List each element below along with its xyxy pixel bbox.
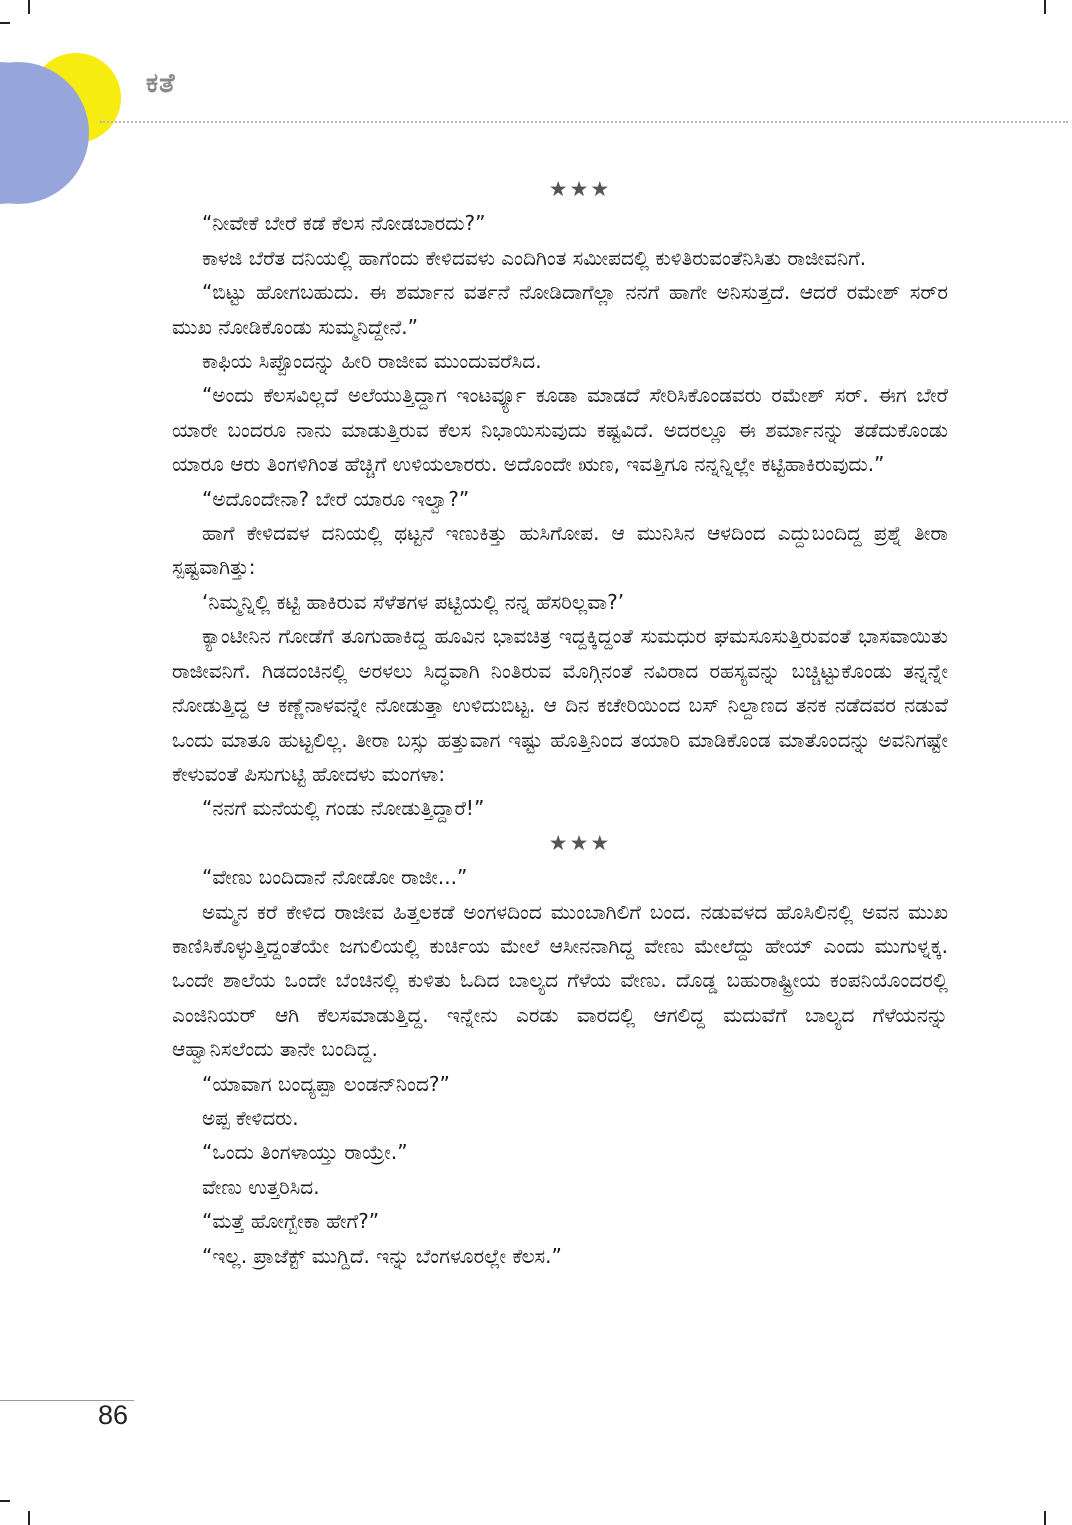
section-break-stars: ★★★ bbox=[548, 830, 612, 855]
story-paragraph: “ಅದೊಂದೇನಾ? ಬೇರೆ ಯಾರೂ ಇಲ್ವಾ?” bbox=[202, 486, 470, 511]
crop-mark bbox=[28, 1511, 30, 1525]
story-paragraph: ಅಮ್ಮನ ಕರೆ ಕೇಳಿದ ರಾಜೀವ ಹಿತ್ತಲಕಡೆ ಅಂಗಳದಿಂದ ಮುಂಬಾಗಿಲಿಗೆ ಬಂದ. ನಡುವಳದ ಹೊಸಿಲಿನಲ್ಲಿ ಅವನ ಮುಖ ಕಾಣಿಸಿಕೊಳ್ಳುತ್ತಿದ್ದಂತೆಯೇ ಜಗುಲಿಯಲ್ಲಿ ಕುರ್ಚಿಯ ಮೇಲೆ ಆಸೀನನಾಗಿದ್ದ ವೇಣು ಮೇಲೆದ್ದು ಹೇಯ್ ಎಂದು ಮುಗುಳ್ನಕ್ಕ. ಒಂದೇ ಶಾಲೆಯ ಒಂದೇ ಬೆಂಚಿನಲ್ಲಿ ಕುಳಿತು ಓದಿದ ಬಾಲ್ಯದ ಗೆಳೆಯ ವೇಣು. ದೊಡ್ಡ ಬಹುರಾಷ್ಟ್ರೀಯ ಕಂಪನಿಯೊಂದರಲ್ಲಿ ಎಂಜಿನಿಯರ್ ಆಗಿ ಕೆಲಸಮಾಡುತ್ತಿದ್ದ. ಇನ್ನೇನು ಎರಡು ವಾರದಲ್ಲಿ ಆಗಲಿದ್ದ ಮದುವೆಗೆ ಬಾಲ್ಯದ ಗೆಳೆಯನನ್ನು ಆಹ್ವಾನಿಸಲೆಂದು ತಾನೇ ಬಂದಿದ್ದ. bbox=[172, 899, 948, 1062]
story-paragraph: “ಒಂದು ತಿಂಗಳಾಯ್ತು ರಾಯ್ರೇ.” bbox=[202, 1140, 408, 1165]
header-dotted-rule bbox=[100, 121, 1068, 123]
section-break-stars: ★★★ bbox=[548, 177, 612, 201]
crop-mark bbox=[1044, 1511, 1046, 1525]
story-paragraph: “ಬಿಟ್ಟು ಹೋಗಬಹುದು. ಈ ಶರ್ಮಾನ ವರ್ತನೆ ನೋಡಿದಾಗೆಲ್ಲಾ ನನಗೆ ಹಾಗೇ ಅನಿಸುತ್ತದೆ. ಆದರೆ ರಮೇಶ್ ಸರ್‌ರ ಮುಖ ನೋಡಿಕೊಂಡು ಸುಮ್ಮನಿದ್ದೇನೆ.” bbox=[172, 280, 948, 339]
story-paragraph: ಅಪ್ಪ ಕೇಳಿದರು. bbox=[202, 1105, 299, 1130]
crop-mark bbox=[0, 1500, 10, 1502]
section-title: ಕತೆ bbox=[146, 68, 176, 99]
story-paragraph: “ಅಂದು ಕೆಲಸವಿಲ್ಲದೆ ಅಲೆಯುತ್ತಿದ್ದಾಗ ಇಂಟರ್ವ್ಯೂ ಕೂಡಾ ಮಾಡದೆ ಸೇರಿಸಿಕೊಂಡವರು ರಮೇಶ್ ಸರ್. ಈಗ ಬೇರೆ ಯಾರೇ ಬಂದರೂ ನಾನು ಮಾಡುತ್ತಿರುವ ಕೆಲಸ ನಿಭಾಯಿಸುವುದು ಕಷ್ಟವಿದೆ. ಅದರಲ್ಲೂ ಈ ಶರ್ಮಾನನ್ನು ತಡೆದುಕೊಂಡು ಯಾರೂ ಆರು ತಿಂಗಳಿಗಿಂತ ಹೆಚ್ಚಿಗೆ ಉಳಿಯಲಾರರು. ಅದೊಂದೇ ಋಣ, ಇವತ್ತಿಗೂ ನನ್ನನ್ನಿಲ್ಲೇ ಕಟ್ಟಿಹಾಕಿರುವುದು.” bbox=[172, 383, 948, 477]
story-paragraph: ವೇಣು ಉತ್ತರಿಸಿದ. bbox=[202, 1174, 320, 1199]
story-paragraph: ‘ನಿಮ್ಮನ್ನಿಲ್ಲಿ ಕಟ್ಟಿ ಹಾಕಿರುವ ಸೆಳೆತಗಳ ಪಟ್ಟಿಯಲ್ಲಿ ನನ್ನ ಹೆಸರಿಲ್ಲವಾ?’ bbox=[202, 589, 625, 614]
story-paragraph: “ಯಾವಾಗ ಬಂದ್ಯಪ್ಪಾ ಲಂಡನ್‌ನಿಂದ?” bbox=[202, 1071, 450, 1096]
story-paragraph: “ಮತ್ತೆ ಹೋಗ್ಬೇಕಾ ಹೇಗೆ?” bbox=[202, 1209, 380, 1234]
story-paragraph: “ನನಗೆ ಮನೆಯಲ್ಲಿ ಗಂಡು ನೋಡುತ್ತಿದ್ದಾರೆ!” bbox=[202, 796, 485, 821]
story-paragraph: “ನೀವೇಕೆ ಬೇರೆ ಕಡೆ ಕೆಲಸ ನೋಡಬಾರದು?” bbox=[202, 211, 486, 236]
story-paragraph: ಕಾಫಿಯ ಸಿಪ್ಪೊಂದನ್ನು ಹೀರಿ ರಾಜೀವ ಮುಂದುವರೆಸಿದ. bbox=[202, 349, 542, 374]
story-paragraph: “ವೇಣು ಬಂದಿದಾನೆ ನೋಡೋ ರಾಜೀ...” bbox=[202, 865, 468, 890]
story-paragraph: ಹಾಗೆ ಕೇಳಿದವಳ ದನಿಯಲ್ಲಿ ಥಟ್ಟನೆ ಇಣುಕಿತ್ತು ಹುಸಿಗೋಪ. ಆ ಮುನಿಸಿನ ಆಳದಿಂದ ಎದ್ದುಬಂದಿದ್ದ ಪ್ರಶ್ನೆ ತೀರಾ ಸ್ಪಷ್ಟವಾಗಿತ್ತು: bbox=[172, 521, 948, 580]
crop-mark bbox=[1044, 0, 1046, 14]
decorative-circles bbox=[0, 0, 160, 220]
story-body bbox=[172, 172, 948, 1273]
story-paragraph: “ಇಲ್ಲ. ಪ್ರಾಜೆಕ್ಟ್ ಮುಗ್ದಿದೆ. ಇನ್ನು ಬೆಂಗಳೂರಲ್ಲೇ ಕೆಲಸ.” bbox=[202, 1243, 562, 1268]
page-number: 86 bbox=[98, 1400, 129, 1430]
story-paragraph: ಕ್ಯಾಂಟೀನಿನ ಗೋಡೆಗೆ ತೂಗುಹಾಕಿದ್ದ ಹೂವಿನ ಭಾವಚಿತ್ರ ಇದ್ದಕ್ಕಿದ್ದಂತೆ ಸುಮಧುರ ಘಮಸೂಸುತ್ತಿರುವಂತೆ ಭಾಸವಾಯಿತು ರಾಜೀವನಿಗೆ. ಗಿಡದಂಚಿನಲ್ಲಿ ಅರಳಲು ಸಿದ್ಧವಾಗಿ ನಿಂತಿರುವ ಮೊಗ್ಗಿನಂತೆ ನವಿರಾದ ರಹಸ್ಯವನ್ನು ಬಚ್ಚಿಟ್ಟುಕೊಂಡು ತನ್ನನ್ನೇ ನೋಡುತ್ತಿದ್ದ ಆ ಕಣ್ಣೆನಾಳವನ್ನೇ ನೋಡುತ್ತಾ ಉಳಿದುಬಿಟ್ಟ. ಆ ದಿನ ಕಚೇರಿಯಿಂದ ಬಸ್ ನಿಲ್ದಾಣದ ತನಕ ನಡೆದವರ ನಡುವೆ ಒಂದು ಮಾತೂ ಹುಟ್ಟಲಿಲ್ಲ. ತೀರಾ ಬಸ್ಸು ಹತ್ತುವಾಗ ಇಷ್ಟು ಹೊತ್ತಿನಿಂದ ತಯಾರಿ ಮಾಡಿಕೊಂಡ ಮಾತೊಂದನ್ನು ಅವನಿಗಷ್ಟೇ ಕೇಳುವಂತೆ ಪಿಸುಗುಟ್ಟಿ ಹೋದಳು ಮಂಗಳಾ: bbox=[172, 624, 948, 786]
story-paragraph: ಕಾಳಜಿ ಬೆರೆತ ದನಿಯಲ್ಲಿ ಹಾಗೆಂದು ಕೇಳಿದವಳು ಎಂದಿಗಿಂತ ಸಮೀಪದಲ್ಲಿ ಕುಳಿತಿರುವಂತೆನಿಸಿತು ರಾಜೀವನಿಗೆ. bbox=[202, 245, 867, 270]
